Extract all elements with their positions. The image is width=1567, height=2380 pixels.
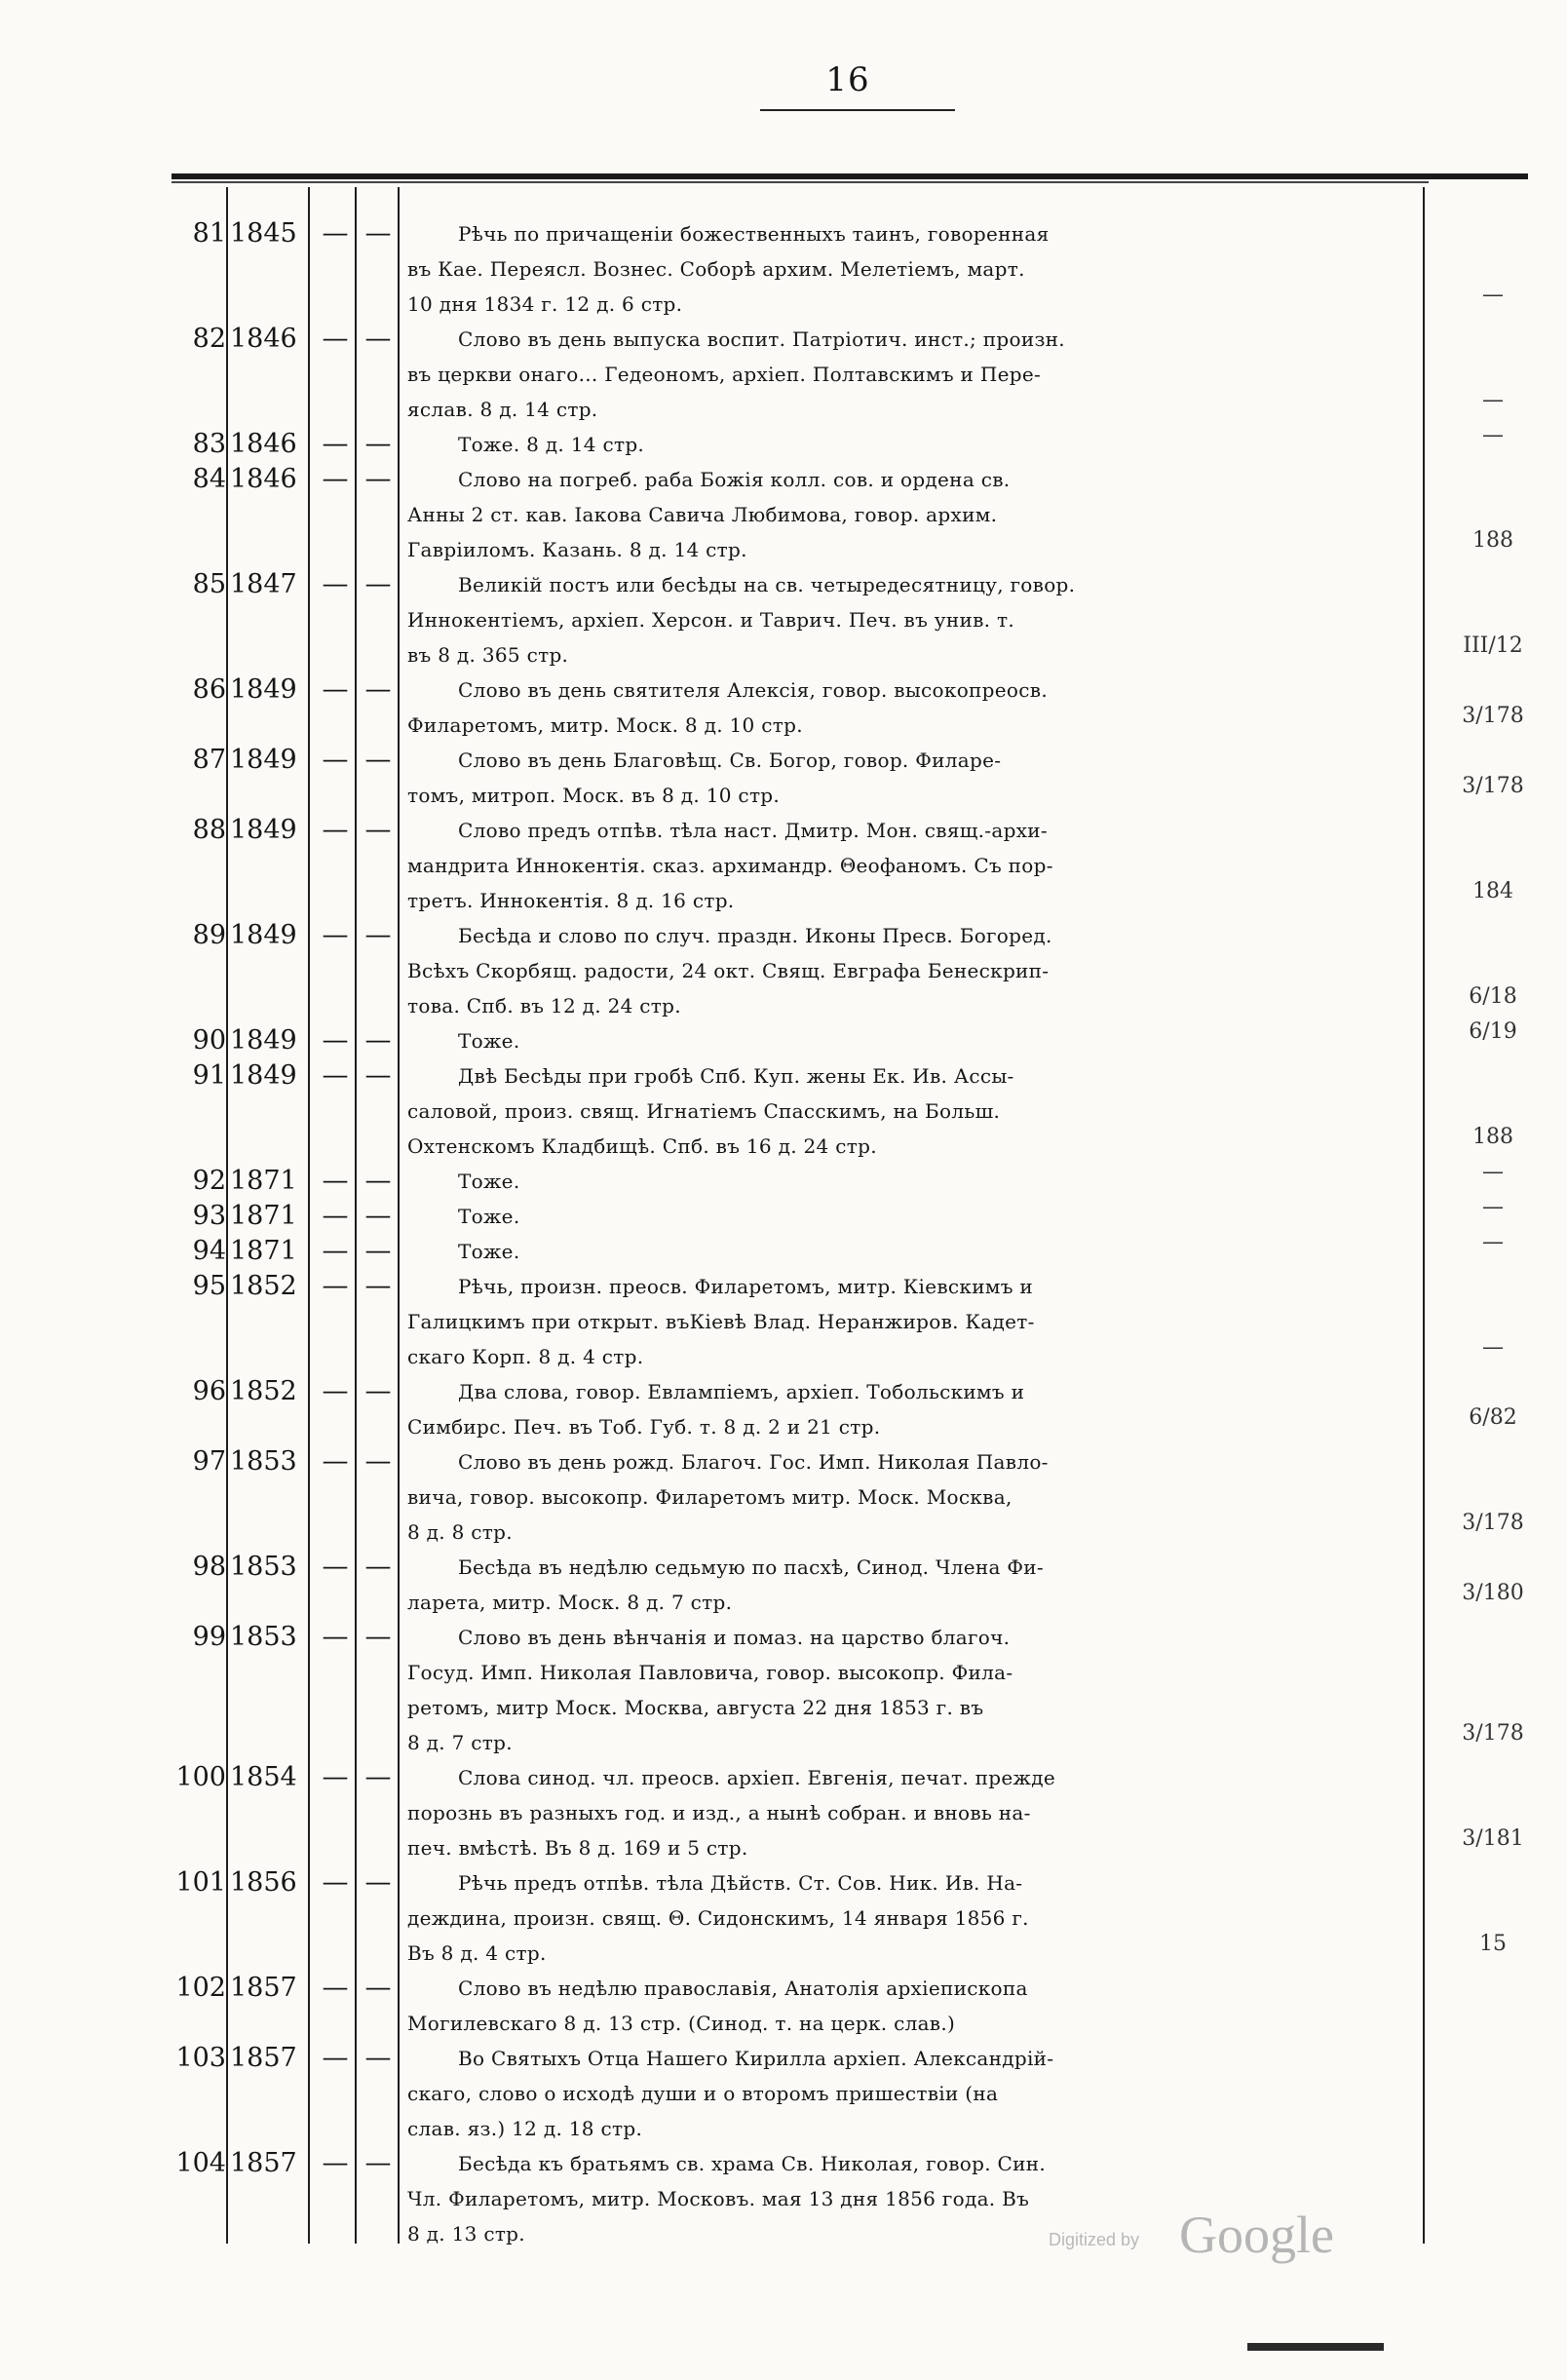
entry-text-line: Тоже. 8 д. 14 стр.: [458, 433, 645, 456]
entry-number: 104: [175, 2148, 226, 2178]
entry-text-line: третъ. Иннокентія. 8 д. 16 стр.: [407, 889, 735, 912]
entry-number: 82: [192, 324, 226, 354]
entry-dash: —: [322, 815, 349, 845]
entry-text-line: Анны 2 ст. кав. Іакова Савича Любимова, говор. архим.: [407, 503, 998, 526]
entry-dash: —: [322, 429, 349, 459]
entry-text-line: Слово предъ отпѣв. тѣла наст. Дмитр. Мон. свящ.-архи-: [458, 819, 1048, 842]
entry-text-line: Двѣ Бесѣды при гробѣ Спб. Куп. жены Ек. Ив. Ассы-: [458, 1064, 1014, 1088]
entry-dash: —: [364, 218, 392, 249]
table-row: [164, 2041, 1431, 2146]
entry-dash: —: [364, 1025, 392, 1056]
entry-dash: —: [322, 920, 349, 950]
entry-text-line: Рѣчь по причащеніи божественныхъ таинъ, говоренная: [458, 222, 1050, 246]
entry-dash: —: [322, 1271, 349, 1301]
entry-text-line: деждина, произн. свящ. Θ. Сидонскимъ, 14 января 1856 г.: [407, 1906, 1029, 1930]
entry-text-line: Иннокентіемъ, архіеп. Херсон. и Таврич. Печ. въ унив. т.: [407, 608, 1015, 632]
entry-text-line: томъ, митроп. Моск. въ 8 д. 10 стр.: [407, 784, 781, 807]
margin-note: —: [1482, 423, 1504, 447]
entry-year: 1853: [230, 1552, 297, 1582]
entry-text: [407, 1234, 1421, 1269]
entry-text: [407, 1269, 1421, 1374]
margin-note: —: [1482, 1335, 1504, 1360]
entry-year: 1849: [230, 1025, 297, 1056]
entry-number: 88: [192, 815, 226, 845]
margin-note: 15: [1479, 1932, 1507, 1956]
margin-note: 3/178: [1462, 1511, 1524, 1535]
entry-text-line: Два слова, говор. Евлампіемъ, архіеп. Тобольскимъ и: [458, 1380, 1025, 1403]
entry-dash: —: [364, 1622, 392, 1652]
entry-text: [407, 1971, 1421, 2041]
entry-number: 84: [192, 464, 226, 494]
entry-dash: —: [364, 1446, 392, 1477]
entry-text-line: Слова синод. чл. преосв. архіеп. Евгенія, печат. прежде: [458, 1766, 1055, 1789]
catalog-table: [164, 187, 1431, 2244]
margin-note: 3/178: [1462, 704, 1524, 728]
table-top-rule: [172, 173, 1528, 179]
entry-dash: —: [364, 1973, 392, 2003]
entry-year: 1846: [230, 464, 297, 494]
entry-text: [407, 1164, 1421, 1199]
table-row: [164, 1760, 1431, 1865]
entry-text-line: Во Святыхъ Отца Нашего Кирилла архіеп. Александрій-: [458, 2047, 1054, 2070]
entry-dash: —: [322, 745, 349, 775]
table-row: [164, 1444, 1431, 1550]
entry-dash: —: [322, 2148, 349, 2178]
entry-number: 94: [192, 1236, 226, 1266]
entry-dash: —: [364, 569, 392, 599]
entry-number: 103: [175, 2043, 226, 2073]
entry-text-line: Бесѣда въ недѣлю седьмую по пасхѣ, Синод. Члена Фи-: [458, 1555, 1044, 1579]
entry-text: [407, 1444, 1421, 1550]
entry-text: [407, 427, 1421, 462]
margin-note: —: [1482, 283, 1504, 307]
table-row: [164, 918, 1431, 1023]
entry-text: [407, 1620, 1421, 1760]
entry-text: [407, 1058, 1421, 1164]
entry-text-line: яслав. 8 д. 14 стр.: [407, 398, 598, 421]
entry-number: 101: [175, 1867, 226, 1898]
entry-text: [407, 743, 1421, 813]
entry-year: 1853: [230, 1446, 297, 1477]
entry-dash: —: [322, 1376, 349, 1406]
margin-note: 184: [1472, 879, 1513, 903]
entry-text-line: Всѣхъ Скорбящ. радости, 24 окт. Свящ. Евграфа Бенескрип-: [407, 959, 1050, 982]
margin-note: 3/181: [1462, 1826, 1524, 1851]
entry-dash: —: [322, 218, 349, 249]
entry-dash: —: [322, 1552, 349, 1582]
margin-note: 3/178: [1462, 774, 1524, 798]
entry-text-line: Охтенскомъ Кладбищѣ. Спб. въ 16 д. 24 стр.: [407, 1134, 877, 1158]
table-row: [164, 1058, 1431, 1164]
margin-note: 188: [1472, 1125, 1513, 1149]
entry-year: 1871: [230, 1201, 297, 1231]
entry-text-line: Тоже.: [458, 1029, 520, 1053]
entry-text-line: Бесѣда и слово по случ. праздн. Иконы Пресв. Богоред.: [458, 924, 1052, 947]
entry-text: [407, 1550, 1421, 1620]
entry-text: [407, 1865, 1421, 1971]
entry-text: [407, 918, 1421, 1023]
entry-dash: —: [364, 1271, 392, 1301]
entry-dash: —: [322, 1446, 349, 1477]
entry-dash: —: [322, 1166, 349, 1196]
entry-dash: —: [322, 2043, 349, 2073]
entry-year: 1849: [230, 920, 297, 950]
entry-text-line: саловой, произ. свящ. Игнатіемъ Спасскимъ, на Больш.: [407, 1099, 1001, 1123]
entry-dash: —: [322, 1236, 349, 1266]
entry-dash: —: [364, 815, 392, 845]
entry-year: 1854: [230, 1762, 297, 1792]
entry-text: [407, 1374, 1421, 1444]
entry-text-line: Рѣчь, произн. преосв. Филаретомъ, митр. Кіевскимъ и: [458, 1275, 1034, 1298]
entry-number: 90: [192, 1025, 226, 1056]
entry-text-line: Слово въ день святителя Алексія, говор. высокопреосв.: [458, 678, 1048, 702]
entry-text-line: Слово въ день вѣнчанія и помаз. на царство благоч.: [458, 1626, 1011, 1649]
entry-text-line: Филаретомъ, митр. Моск. 8 д. 10 стр.: [407, 713, 803, 737]
entry-text-line: това. Спб. въ 12 д. 24 стр.: [407, 994, 681, 1017]
entry-text-line: 8 д. 13 стр.: [407, 2222, 525, 2246]
entry-year: 1845: [230, 218, 297, 249]
entry-text-line: Бесѣда къ братьямъ св. храма Св. Николая, говор. Син.: [458, 2152, 1047, 2175]
entry-text-line: 10 дня 1834 г. 12 д. 6 стр.: [407, 292, 683, 316]
entry-number: 81: [192, 218, 226, 249]
entry-text-line: Госуд. Имп. Николая Павловича, говор. высокопр. Фила-: [407, 1661, 1013, 1684]
entry-dash: —: [364, 1166, 392, 1196]
entry-dash: —: [364, 1060, 392, 1091]
margin-note: 188: [1472, 528, 1513, 553]
entry-text-line: Тоже.: [458, 1205, 520, 1228]
entry-text: [407, 813, 1421, 918]
entry-text-line: въ 8 д. 365 стр.: [407, 643, 569, 667]
entry-year: 1849: [230, 674, 297, 705]
entry-text-line: ретомъ, митр Моск. Москва, августа 22 дня 1853 г. въ: [407, 1696, 984, 1719]
entry-year: 1857: [230, 2148, 297, 2178]
entry-dash: —: [322, 1025, 349, 1056]
entry-text: [407, 672, 1421, 743]
entry-dash: —: [364, 1236, 392, 1266]
entry-text-line: Великій постъ или бесѣды на св. четыредесятницу, говор.: [458, 573, 1076, 596]
table-row: [164, 1269, 1431, 1374]
entry-year: 1846: [230, 324, 297, 354]
entry-text-line: порознь въ разныхъ год. и изд., а нынѣ собран. и вновь на-: [407, 1801, 1031, 1824]
margin-note: —: [1482, 1160, 1504, 1184]
entry-number: 96: [192, 1376, 226, 1406]
entry-year: 1849: [230, 1060, 297, 1091]
page-number: 16: [825, 60, 870, 99]
entry-year: 1852: [230, 1271, 297, 1301]
table-row: [164, 813, 1431, 918]
entry-text: [407, 1023, 1421, 1058]
table-row: [164, 1374, 1431, 1444]
entry-text-line: Тоже.: [458, 1170, 520, 1193]
entry-year: 1871: [230, 1236, 297, 1266]
margin-note: 6/82: [1469, 1405, 1517, 1430]
entry-dash: —: [364, 1867, 392, 1898]
entry-text-line: Слово въ день Благовѣщ. Св. Богор, говор. Филаре-: [458, 749, 1002, 772]
table-row: [164, 216, 1431, 322]
entry-dash: —: [322, 1060, 349, 1091]
entry-number: 92: [192, 1166, 226, 1196]
entry-year: 1857: [230, 2043, 297, 2073]
table-row: [164, 1620, 1431, 1760]
entry-text-line: 8 д. 7 стр.: [407, 1731, 513, 1754]
entry-text: [407, 1199, 1421, 1234]
digitized-watermark: [1049, 2205, 1380, 2263]
margin-note: 6/18: [1469, 984, 1517, 1009]
entry-number: 97: [192, 1446, 226, 1477]
entry-dash: —: [322, 1973, 349, 2003]
entry-dash: —: [364, 745, 392, 775]
margin-note: —: [1482, 1230, 1504, 1254]
margin-note: 6/19: [1469, 1019, 1517, 1044]
entry-dash: —: [322, 1201, 349, 1231]
entry-number: 98: [192, 1552, 226, 1582]
entry-year: 1853: [230, 1622, 297, 1652]
entry-text-line: Тоже.: [458, 1240, 520, 1263]
entry-year: 1846: [230, 429, 297, 459]
entry-number: 87: [192, 745, 226, 775]
entry-number: 93: [192, 1201, 226, 1231]
entry-text-line: 8 д. 8 стр.: [407, 1520, 513, 1544]
entry-text-line: Слово на погреб. раба Божія колл. сов. и ордена св.: [458, 468, 1011, 491]
entry-dash: —: [364, 2043, 392, 2073]
entry-text-line: Рѣчь предъ отпѣв. тѣла Дѣйств. Ст. Сов. Ник. Ив. На-: [458, 1871, 1023, 1895]
table-row: [164, 1199, 1431, 1234]
entry-text-line: Гавріиломъ. Казань. 8 д. 14 стр.: [407, 538, 747, 561]
table-row: [164, 567, 1431, 672]
table-row: [164, 1023, 1431, 1058]
entry-dash: —: [364, 324, 392, 354]
entry-text-line: вича, говор. высокопр. Филаретомъ митр. Моск. Москва,: [407, 1485, 1013, 1509]
entry-dash: —: [364, 1201, 392, 1231]
entry-dash: —: [322, 324, 349, 354]
table-row: [164, 743, 1431, 813]
entry-year: 1849: [230, 745, 297, 775]
entry-text-line: скаго, слово о исходѣ души и о второмъ пришествіи (на: [407, 2082, 999, 2105]
entry-year: 1847: [230, 569, 297, 599]
entry-text: [407, 567, 1421, 672]
bottom-ink-mark: [1247, 2343, 1384, 2351]
entry-text-line: Слово въ день выпуска воспит. Патріотич. инст.; произн.: [458, 327, 1065, 351]
entry-number: 95: [192, 1271, 226, 1301]
watermark-small-text: Digitized by: [1049, 2230, 1140, 2249]
entry-text: [407, 2041, 1421, 2146]
table-row: [164, 672, 1431, 743]
entry-number: 99: [192, 1622, 226, 1652]
entry-dash: —: [364, 464, 392, 494]
entry-text-line: Чл. Филаретомъ, митр. Московъ. мая 13 дня 1856 года. Въ: [407, 2187, 1030, 2210]
entry-dash: —: [364, 2148, 392, 2178]
entry-text-line: печ. вмѣстѣ. Въ 8 д. 169 и 5 стр.: [407, 1836, 748, 1860]
margin-note: 3/178: [1462, 1721, 1524, 1746]
margin-note: 3/180: [1462, 1581, 1524, 1605]
entry-text-line: Симбирс. Печ. въ Тоб. Губ. т. 8 д. 2 и 21 стр.: [407, 1415, 881, 1439]
entry-year: 1871: [230, 1166, 297, 1196]
table-row: [164, 1164, 1431, 1199]
entry-year: 1856: [230, 1867, 297, 1898]
entry-dash: —: [322, 1867, 349, 1898]
watermark-logo-text: Google: [1179, 2206, 1334, 2264]
entry-number: 86: [192, 674, 226, 705]
entry-dash: —: [322, 674, 349, 705]
table-row: [164, 1234, 1431, 1269]
entry-dash: —: [364, 1762, 392, 1792]
entry-text-line: Въ 8 д. 4 стр.: [407, 1941, 547, 1965]
entry-dash: —: [322, 464, 349, 494]
table-top-rule-thin: [172, 181, 1429, 183]
table-row: [164, 462, 1431, 567]
entry-text-line: ларета, митр. Моск. 8 д. 7 стр.: [407, 1591, 733, 1614]
page-number-rule: [760, 109, 955, 111]
entry-text-line: Слово въ день рожд. Благоч. Гос. Имп. Николая Павло-: [458, 1450, 1049, 1474]
entry-text-line: мандрита Иннокентія. сказ. архимандр. Θеофаномъ. Съ пор-: [407, 854, 1053, 877]
entry-number: 91: [192, 1060, 226, 1091]
entry-number: 102: [175, 1973, 226, 2003]
entry-number: 100: [175, 1762, 226, 1792]
entry-dash: —: [364, 429, 392, 459]
entry-text-line: скаго Корп. 8 д. 4 стр.: [407, 1345, 644, 1368]
entry-dash: —: [364, 1376, 392, 1406]
entry-year: 1857: [230, 1973, 297, 2003]
entry-text-line: въ церкви онаго... Гедеономъ, архіеп. Полтавскимъ и Пере-: [407, 363, 1042, 386]
entry-dash: —: [364, 674, 392, 705]
entry-text-line: Галицкимъ при открыт. въКіевѣ Влад. Неранжиров. Кадет-: [407, 1310, 1035, 1333]
entry-dash: —: [364, 920, 392, 950]
entry-dash: —: [322, 1622, 349, 1652]
entry-text-line: въ Кае. Переясл. Вознес. Соборѣ архим. Мелетіемъ, март.: [407, 257, 1025, 281]
margin-note: —: [1482, 388, 1504, 412]
entry-number: 83: [192, 429, 226, 459]
entry-text: [407, 322, 1421, 427]
entry-text: [407, 462, 1421, 567]
entry-text-line: Слово въ недѣлю православія, Анатолія архіепископа: [458, 1977, 1028, 2000]
table-row: [164, 1865, 1431, 1971]
entry-year: 1849: [230, 815, 297, 845]
entry-text-line: слав. яз.) 12 д. 18 стр.: [407, 2117, 643, 2140]
entry-number: 85: [192, 569, 226, 599]
margin-note: III/12: [1463, 633, 1523, 658]
entry-text: [407, 1760, 1421, 1865]
table-row: [164, 1550, 1431, 1620]
entry-dash: —: [322, 569, 349, 599]
entry-dash: —: [364, 1552, 392, 1582]
entry-year: 1852: [230, 1376, 297, 1406]
table-row: [164, 322, 1431, 427]
table-row: [164, 1971, 1431, 2041]
margin-note: —: [1482, 1195, 1504, 1219]
table-row: [164, 427, 1431, 462]
entry-dash: —: [322, 1762, 349, 1792]
entry-text-line: Могилевскаго 8 д. 13 стр. (Синод. т. на церк. слав.): [407, 2012, 956, 2035]
entry-number: 89: [192, 920, 226, 950]
entry-text: [407, 216, 1421, 322]
